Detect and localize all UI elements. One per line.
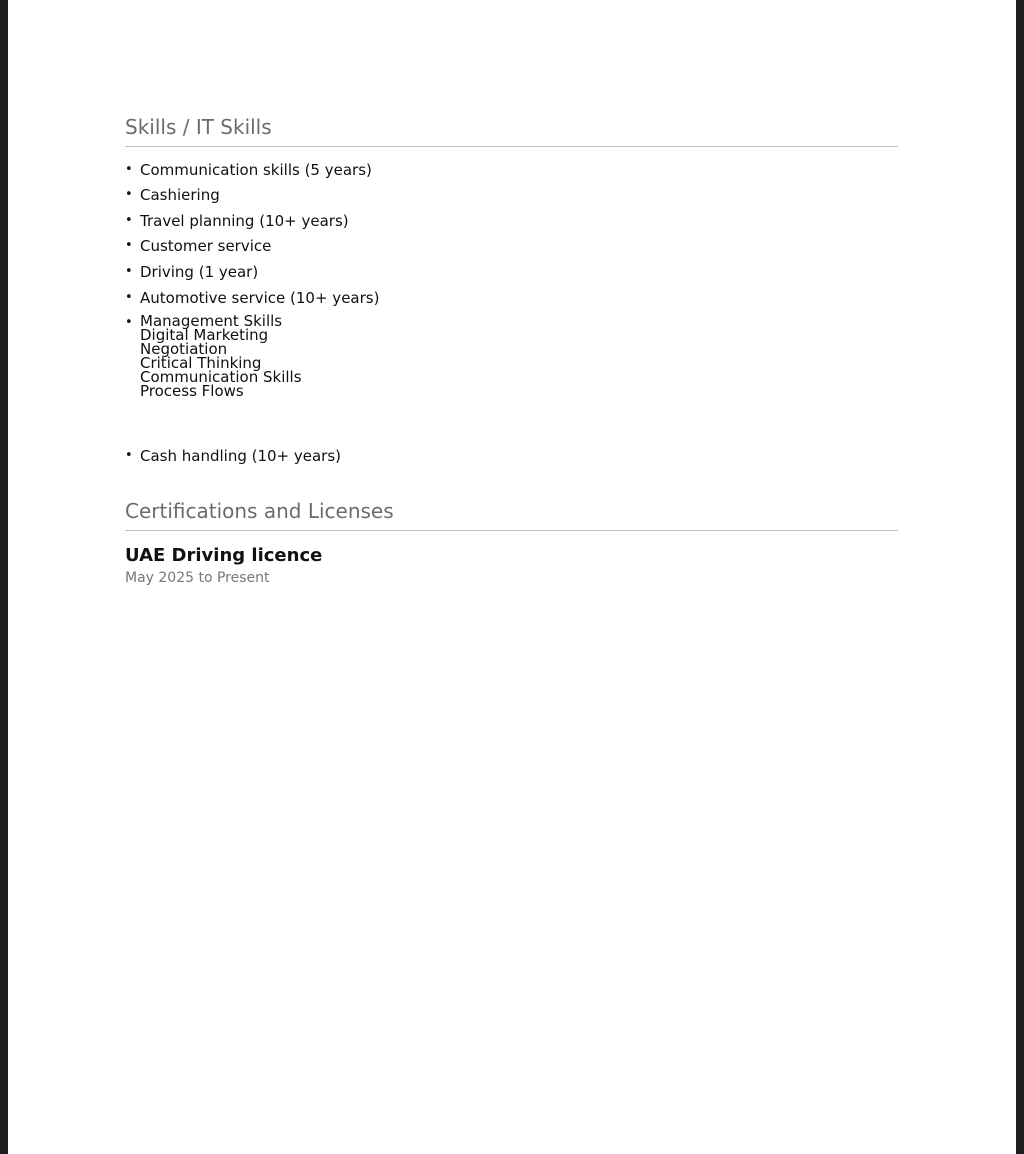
skill-subitem: Critical Thinking: [140, 354, 262, 372]
skill-item: • Driving (1 year): [125, 263, 898, 281]
skill-subitem: • Management Skills: [140, 312, 283, 330]
skill-subitem: Process Flows: [140, 382, 244, 400]
skills-section: [125, 114, 898, 465]
skill-item: • Customer service: [125, 237, 898, 255]
skill-subitem: Negotiation: [140, 340, 228, 358]
skill-item: • Cashiering: [125, 186, 898, 204]
certification-entry: [125, 545, 898, 587]
skill-subitem: Digital Marketing: [140, 326, 269, 344]
certifications-section: [125, 498, 898, 587]
certification-date: May 2025 to Present: [125, 570, 270, 586]
skills-section-title: Skills / IT Skills: [125, 114, 898, 147]
skill-item: • Communication skills (5 years): [125, 161, 898, 179]
skill-item-multi: [125, 314, 898, 398]
certification-name: UAE Driving licence: [125, 545, 323, 566]
skill-subitem: Communication Skills: [140, 368, 302, 386]
skill-item: • Cash handling (10+ years): [125, 447, 898, 465]
skills-list: [125, 161, 898, 465]
skill-item: • Automotive service (10+ years): [125, 289, 898, 307]
document-page: [8, 0, 1016, 1154]
certifications-section-title: Certifications and Licenses: [125, 498, 898, 531]
skill-item: • Travel planning (10+ years): [125, 212, 898, 230]
